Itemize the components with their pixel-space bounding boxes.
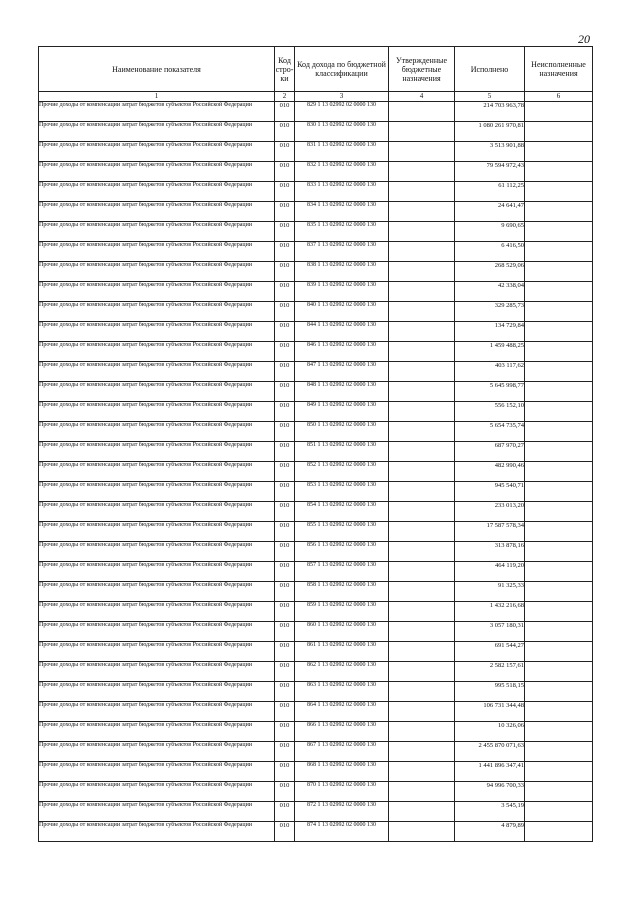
row-executed: 5 645 998,77 xyxy=(455,382,525,402)
row-indicator-name: Прочие доходы от компенсации затрат бюджетов субъектов Российской Федерации xyxy=(39,502,275,522)
row-unexecuted xyxy=(525,542,593,562)
column-number: 6 xyxy=(525,92,593,102)
table-row xyxy=(39,582,593,602)
row-line-code: 010 xyxy=(275,182,295,202)
row-line-code: 010 xyxy=(275,602,295,622)
row-unexecuted xyxy=(525,602,593,622)
row-approved xyxy=(389,302,455,322)
row-unexecuted xyxy=(525,362,593,382)
row-revenue-code: 831 1 13 02992 02 0000 130 xyxy=(295,142,389,162)
row-indicator-name: Прочие доходы от компенсации затрат бюджетов субъектов Российской Федерации xyxy=(39,762,275,782)
row-unexecuted xyxy=(525,382,593,402)
row-line-code: 010 xyxy=(275,122,295,142)
row-unexecuted xyxy=(525,142,593,162)
row-indicator-name: Прочие доходы от компенсации затрат бюджетов субъектов Российской Федерации xyxy=(39,182,275,202)
table-row xyxy=(39,642,593,662)
row-indicator-name: Прочие доходы от компенсации затрат бюджетов субъектов Российской Федерации xyxy=(39,222,275,242)
row-unexecuted xyxy=(525,662,593,682)
row-executed: 556 152,10 xyxy=(455,402,525,422)
row-line-code: 010 xyxy=(275,682,295,702)
header-line-code: Код стро-ки xyxy=(275,47,295,92)
row-revenue-code: 848 1 13 02992 02 0000 130 xyxy=(295,382,389,402)
row-line-code: 010 xyxy=(275,442,295,462)
row-line-code: 010 xyxy=(275,742,295,762)
row-indicator-name: Прочие доходы от компенсации затрат бюджетов субъектов Российской Федерации xyxy=(39,362,275,382)
row-revenue-code: 834 1 13 02992 02 0000 130 xyxy=(295,202,389,222)
row-line-code: 010 xyxy=(275,362,295,382)
table-row xyxy=(39,522,593,542)
table-row xyxy=(39,482,593,502)
table-row xyxy=(39,422,593,442)
row-revenue-code: 866 1 13 02992 02 0000 130 xyxy=(295,722,389,742)
table-row xyxy=(39,282,593,302)
row-revenue-code: 837 1 13 02992 02 0000 130 xyxy=(295,242,389,262)
row-revenue-code: 839 1 13 02992 02 0000 130 xyxy=(295,282,389,302)
row-indicator-name: Прочие доходы от компенсации затрат бюджетов субъектов Российской Федерации xyxy=(39,122,275,142)
row-unexecuted xyxy=(525,762,593,782)
row-executed: 6 416,50 xyxy=(455,242,525,262)
table-row xyxy=(39,762,593,782)
table-row xyxy=(39,502,593,522)
row-approved xyxy=(389,622,455,642)
row-line-code: 010 xyxy=(275,482,295,502)
row-line-code: 010 xyxy=(275,282,295,302)
row-line-code: 010 xyxy=(275,622,295,642)
row-approved xyxy=(389,242,455,262)
row-revenue-code: 856 1 13 02992 02 0000 130 xyxy=(295,542,389,562)
row-executed: 4 879,89 xyxy=(455,822,525,842)
row-revenue-code: 872 1 13 02992 02 0000 130 xyxy=(295,802,389,822)
column-number: 5 xyxy=(455,92,525,102)
row-indicator-name: Прочие доходы от компенсации затрат бюджетов субъектов Российской Федерации xyxy=(39,482,275,502)
row-line-code: 010 xyxy=(275,642,295,662)
row-approved xyxy=(389,522,455,542)
row-unexecuted xyxy=(525,302,593,322)
table-row xyxy=(39,222,593,242)
row-approved xyxy=(389,502,455,522)
row-approved xyxy=(389,482,455,502)
row-indicator-name: Прочие доходы от компенсации затрат бюджетов субъектов Российской Федерации xyxy=(39,402,275,422)
row-unexecuted xyxy=(525,822,593,842)
row-line-code: 010 xyxy=(275,822,295,842)
row-indicator-name: Прочие доходы от компенсации затрат бюджетов субъектов Российской Федерации xyxy=(39,342,275,362)
row-executed: 9 690,65 xyxy=(455,222,525,242)
page-number: 20 xyxy=(578,32,590,46)
row-executed: 687 970,27 xyxy=(455,442,525,462)
table-row xyxy=(39,142,593,162)
row-line-code: 010 xyxy=(275,342,295,362)
row-approved xyxy=(389,102,455,122)
row-revenue-code: 849 1 13 02992 02 0000 130 xyxy=(295,402,389,422)
row-line-code: 010 xyxy=(275,562,295,582)
row-approved xyxy=(389,442,455,462)
table-row xyxy=(39,562,593,582)
row-executed: 403 117,62 xyxy=(455,362,525,382)
row-indicator-name: Прочие доходы от компенсации затрат бюджетов субъектов Российской Федерации xyxy=(39,642,275,662)
row-executed: 3 057 180,31 xyxy=(455,622,525,642)
row-line-code: 010 xyxy=(275,242,295,262)
column-number: 1 xyxy=(39,92,275,102)
table-row xyxy=(39,802,593,822)
row-executed: 1 441 896 347,41 xyxy=(455,762,525,782)
row-executed: 464 119,20 xyxy=(455,562,525,582)
row-executed: 10 326,06 xyxy=(455,722,525,742)
row-line-code: 010 xyxy=(275,142,295,162)
row-indicator-name: Прочие доходы от компенсации затрат бюджетов субъектов Российской Федерации xyxy=(39,262,275,282)
table-row xyxy=(39,362,593,382)
row-unexecuted xyxy=(525,682,593,702)
row-executed: 134 729,84 xyxy=(455,322,525,342)
table-row xyxy=(39,102,593,122)
table-row xyxy=(39,242,593,262)
row-approved xyxy=(389,322,455,342)
row-unexecuted xyxy=(525,102,593,122)
row-unexecuted xyxy=(525,482,593,502)
table-body xyxy=(39,102,593,842)
table-row xyxy=(39,542,593,562)
row-revenue-code: 850 1 13 02992 02 0000 130 xyxy=(295,422,389,442)
row-executed: 79 594 972,43 xyxy=(455,162,525,182)
row-revenue-code: 847 1 13 02992 02 0000 130 xyxy=(295,362,389,382)
row-indicator-name: Прочие доходы от компенсации затрат бюджетов субъектов Российской Федерации xyxy=(39,162,275,182)
row-line-code: 010 xyxy=(275,302,295,322)
row-line-code: 010 xyxy=(275,222,295,242)
row-indicator-name: Прочие доходы от компенсации затрат бюджетов субъектов Российской Федерации xyxy=(39,382,275,402)
row-indicator-name: Прочие доходы от компенсации затрат бюджетов субъектов Российской Федерации xyxy=(39,542,275,562)
row-indicator-name: Прочие доходы от компенсации затрат бюджетов субъектов Российской Федерации xyxy=(39,702,275,722)
row-unexecuted xyxy=(525,162,593,182)
row-executed: 2 455 870 071,63 xyxy=(455,742,525,762)
row-unexecuted xyxy=(525,562,593,582)
row-indicator-name: Прочие доходы от компенсации затрат бюджетов субъектов Российской Федерации xyxy=(39,602,275,622)
table-row xyxy=(39,342,593,362)
row-approved xyxy=(389,362,455,382)
row-revenue-code: 829 1 13 02992 02 0000 130 xyxy=(295,102,389,122)
row-indicator-name: Прочие доходы от компенсации затрат бюджетов субъектов Российской Федерации xyxy=(39,822,275,842)
row-unexecuted xyxy=(525,802,593,822)
table-row xyxy=(39,462,593,482)
row-indicator-name: Прочие доходы от компенсации затрат бюджетов субъектов Российской Федерации xyxy=(39,142,275,162)
row-approved xyxy=(389,582,455,602)
table-row xyxy=(39,402,593,422)
row-unexecuted xyxy=(525,242,593,262)
row-indicator-name: Прочие доходы от компенсации затрат бюджетов субъектов Российской Федерации xyxy=(39,662,275,682)
header-indicator-name: Наименование показателя xyxy=(39,47,275,92)
row-line-code: 010 xyxy=(275,322,295,342)
table-row xyxy=(39,262,593,282)
row-executed: 24 641,47 xyxy=(455,202,525,222)
row-revenue-code: 868 1 13 02992 02 0000 130 xyxy=(295,762,389,782)
row-indicator-name: Прочие доходы от компенсации затрат бюджетов субъектов Российской Федерации xyxy=(39,242,275,262)
budget-revenue-table xyxy=(38,46,593,842)
row-revenue-code: 874 1 13 02992 02 0000 130 xyxy=(295,822,389,842)
row-executed: 3 545,19 xyxy=(455,802,525,822)
row-approved xyxy=(389,782,455,802)
row-line-code: 010 xyxy=(275,782,295,802)
row-approved xyxy=(389,222,455,242)
row-line-code: 010 xyxy=(275,722,295,742)
table-row xyxy=(39,162,593,182)
row-unexecuted xyxy=(525,782,593,802)
row-executed: 329 285,73 xyxy=(455,302,525,322)
column-number-row xyxy=(39,92,593,102)
row-revenue-code: 854 1 13 02992 02 0000 130 xyxy=(295,502,389,522)
row-revenue-code: 858 1 13 02992 02 0000 130 xyxy=(295,582,389,602)
table-row xyxy=(39,442,593,462)
column-number: 2 xyxy=(275,92,295,102)
row-line-code: 010 xyxy=(275,462,295,482)
row-indicator-name: Прочие доходы от компенсации затрат бюджетов субъектов Российской Федерации xyxy=(39,802,275,822)
row-line-code: 010 xyxy=(275,702,295,722)
row-unexecuted xyxy=(525,742,593,762)
row-indicator-name: Прочие доходы от компенсации затрат бюджетов субъектов Российской Федерации xyxy=(39,462,275,482)
row-unexecuted xyxy=(525,642,593,662)
row-unexecuted xyxy=(525,702,593,722)
row-approved xyxy=(389,562,455,582)
row-line-code: 010 xyxy=(275,582,295,602)
row-unexecuted xyxy=(525,442,593,462)
row-indicator-name: Прочие доходы от компенсации затрат бюджетов субъектов Российской Федерации xyxy=(39,562,275,582)
row-revenue-code: 852 1 13 02992 02 0000 130 xyxy=(295,462,389,482)
header-revenue-code: Код дохода по бюджетной классификации xyxy=(295,47,389,92)
row-executed: 482 990,46 xyxy=(455,462,525,482)
row-line-code: 010 xyxy=(275,162,295,182)
row-line-code: 010 xyxy=(275,662,295,682)
row-approved xyxy=(389,282,455,302)
row-unexecuted xyxy=(525,622,593,642)
row-unexecuted xyxy=(525,282,593,302)
row-revenue-code: 861 1 13 02992 02 0000 130 xyxy=(295,642,389,662)
header-unexecuted: Неисполненные назначения xyxy=(525,47,593,92)
row-unexecuted xyxy=(525,582,593,602)
row-line-code: 010 xyxy=(275,502,295,522)
row-executed: 3 513 901,88 xyxy=(455,142,525,162)
row-line-code: 010 xyxy=(275,402,295,422)
row-indicator-name: Прочие доходы от компенсации затрат бюджетов субъектов Российской Федерации xyxy=(39,202,275,222)
row-approved xyxy=(389,202,455,222)
table-header-row xyxy=(39,47,593,92)
row-approved xyxy=(389,342,455,362)
row-approved xyxy=(389,162,455,182)
row-revenue-code: 835 1 13 02992 02 0000 130 xyxy=(295,222,389,242)
row-approved xyxy=(389,142,455,162)
row-revenue-code: 833 1 13 02992 02 0000 130 xyxy=(295,182,389,202)
row-approved xyxy=(389,642,455,662)
row-indicator-name: Прочие доходы от компенсации затрат бюджетов субъектов Российской Федерации xyxy=(39,742,275,762)
row-indicator-name: Прочие доходы от компенсации затрат бюджетов субъектов Российской Федерации xyxy=(39,782,275,802)
row-executed: 61 112,25 xyxy=(455,182,525,202)
row-revenue-code: 840 1 13 02992 02 0000 130 xyxy=(295,302,389,322)
row-executed: 313 878,16 xyxy=(455,542,525,562)
row-executed: 2 582 157,61 xyxy=(455,662,525,682)
row-unexecuted xyxy=(525,722,593,742)
row-executed: 91 325,33 xyxy=(455,582,525,602)
table-row xyxy=(39,722,593,742)
row-unexecuted xyxy=(525,222,593,242)
row-revenue-code: 860 1 13 02992 02 0000 130 xyxy=(295,622,389,642)
table-row xyxy=(39,602,593,622)
table-row xyxy=(39,382,593,402)
row-line-code: 010 xyxy=(275,762,295,782)
row-executed: 42 338,04 xyxy=(455,282,525,302)
row-unexecuted xyxy=(525,402,593,422)
row-approved xyxy=(389,402,455,422)
header-approved: Утвержденные бюджетные назначения xyxy=(389,47,455,92)
row-unexecuted xyxy=(525,262,593,282)
row-approved xyxy=(389,542,455,562)
row-line-code: 010 xyxy=(275,382,295,402)
row-unexecuted xyxy=(525,182,593,202)
row-indicator-name: Прочие доходы от компенсации затрат бюджетов субъектов Российской Федерации xyxy=(39,102,275,122)
column-number: 3 xyxy=(295,92,389,102)
row-approved xyxy=(389,682,455,702)
row-indicator-name: Прочие доходы от компенсации затрат бюджетов субъектов Российской Федерации xyxy=(39,442,275,462)
row-revenue-code: 863 1 13 02992 02 0000 130 xyxy=(295,682,389,702)
table-row xyxy=(39,702,593,722)
row-approved xyxy=(389,602,455,622)
table-row xyxy=(39,822,593,842)
row-indicator-name: Прочие доходы от компенсации затрат бюджетов субъектов Российской Федерации xyxy=(39,522,275,542)
row-revenue-code: 846 1 13 02992 02 0000 130 xyxy=(295,342,389,362)
row-executed: 1 080 261 970,81 xyxy=(455,122,525,142)
table-row xyxy=(39,782,593,802)
row-approved xyxy=(389,722,455,742)
row-executed: 106 731 344,48 xyxy=(455,702,525,722)
row-line-code: 010 xyxy=(275,202,295,222)
table-row xyxy=(39,202,593,222)
table-row xyxy=(39,622,593,642)
row-unexecuted xyxy=(525,202,593,222)
row-revenue-code: 830 1 13 02992 02 0000 130 xyxy=(295,122,389,142)
row-approved xyxy=(389,122,455,142)
row-executed: 691 544,27 xyxy=(455,642,525,662)
row-approved xyxy=(389,702,455,722)
row-revenue-code: 844 1 13 02992 02 0000 130 xyxy=(295,322,389,342)
row-revenue-code: 862 1 13 02992 02 0000 130 xyxy=(295,662,389,682)
row-revenue-code: 857 1 13 02992 02 0000 130 xyxy=(295,562,389,582)
table-row xyxy=(39,122,593,142)
table-row xyxy=(39,322,593,342)
row-executed: 233 013,20 xyxy=(455,502,525,522)
row-unexecuted xyxy=(525,322,593,342)
row-approved xyxy=(389,182,455,202)
row-unexecuted xyxy=(525,422,593,442)
row-indicator-name: Прочие доходы от компенсации затрат бюджетов субъектов Российской Федерации xyxy=(39,302,275,322)
row-revenue-code: 832 1 13 02992 02 0000 130 xyxy=(295,162,389,182)
row-indicator-name: Прочие доходы от компенсации затрат бюджетов субъектов Российской Федерации xyxy=(39,622,275,642)
row-unexecuted xyxy=(525,122,593,142)
table-row xyxy=(39,662,593,682)
row-approved xyxy=(389,262,455,282)
row-indicator-name: Прочие доходы от компенсации затрат бюджетов субъектов Российской Федерации xyxy=(39,582,275,602)
table-row xyxy=(39,302,593,322)
row-line-code: 010 xyxy=(275,802,295,822)
row-executed: 945 540,71 xyxy=(455,482,525,502)
row-line-code: 010 xyxy=(275,522,295,542)
row-indicator-name: Прочие доходы от компенсации затрат бюджетов субъектов Российской Федерации xyxy=(39,682,275,702)
row-line-code: 010 xyxy=(275,422,295,442)
row-approved xyxy=(389,462,455,482)
row-line-code: 010 xyxy=(275,102,295,122)
row-revenue-code: 838 1 13 02992 02 0000 130 xyxy=(295,262,389,282)
row-revenue-code: 851 1 13 02992 02 0000 130 xyxy=(295,442,389,462)
row-unexecuted xyxy=(525,342,593,362)
row-approved xyxy=(389,422,455,442)
header-executed: Исполнено xyxy=(455,47,525,92)
row-unexecuted xyxy=(525,462,593,482)
row-approved xyxy=(389,662,455,682)
row-approved xyxy=(389,382,455,402)
row-executed: 17 587 578,34 xyxy=(455,522,525,542)
row-executed: 94 996 700,33 xyxy=(455,782,525,802)
row-approved xyxy=(389,762,455,782)
row-line-code: 010 xyxy=(275,262,295,282)
row-revenue-code: 867 1 13 02992 02 0000 130 xyxy=(295,742,389,762)
row-executed: 5 654 735,74 xyxy=(455,422,525,442)
row-executed: 268 529,06 xyxy=(455,262,525,282)
row-approved xyxy=(389,802,455,822)
row-executed: 214 703 963,78 xyxy=(455,102,525,122)
row-revenue-code: 853 1 13 02992 02 0000 130 xyxy=(295,482,389,502)
row-revenue-code: 864 1 13 02992 02 0000 130 xyxy=(295,702,389,722)
row-revenue-code: 870 1 13 02992 02 0000 130 xyxy=(295,782,389,802)
row-indicator-name: Прочие доходы от компенсации затрат бюджетов субъектов Российской Федерации xyxy=(39,322,275,342)
column-number: 4 xyxy=(389,92,455,102)
row-executed: 1 459 488,25 xyxy=(455,342,525,362)
row-revenue-code: 859 1 13 02992 02 0000 130 xyxy=(295,602,389,622)
row-indicator-name: Прочие доходы от компенсации затрат бюджетов субъектов Российской Федерации xyxy=(39,422,275,442)
row-executed: 1 432 216,68 xyxy=(455,602,525,622)
table-row xyxy=(39,182,593,202)
row-indicator-name: Прочие доходы от компенсации затрат бюджетов субъектов Российской Федерации xyxy=(39,722,275,742)
row-executed: 995 518,15 xyxy=(455,682,525,702)
table-row xyxy=(39,682,593,702)
row-revenue-code: 855 1 13 02992 02 0000 130 xyxy=(295,522,389,542)
row-indicator-name: Прочие доходы от компенсации затрат бюджетов субъектов Российской Федерации xyxy=(39,282,275,302)
table-row xyxy=(39,742,593,762)
row-unexecuted xyxy=(525,502,593,522)
row-unexecuted xyxy=(525,522,593,542)
row-line-code: 010 xyxy=(275,542,295,562)
row-approved xyxy=(389,742,455,762)
row-approved xyxy=(389,822,455,842)
